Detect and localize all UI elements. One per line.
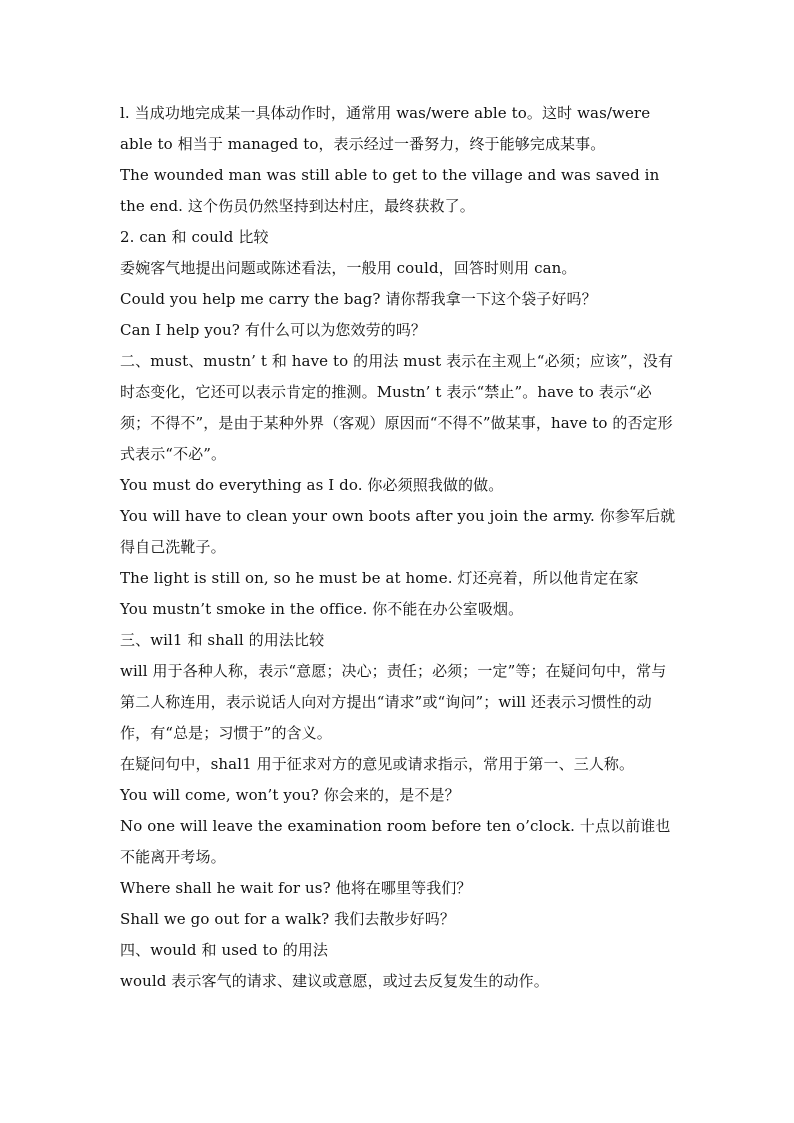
paragraph-shall-example-2: Shall we go out for a walk? 我们去散步好吗？ (120, 910, 455, 928)
heading-would-used-to: 四、would 和 used to 的用法 (120, 941, 328, 959)
paragraph-will-usage: will 用于各种人称，表示“意愿；决心；责任；必须；一定”等；在疑问句中，常与第二人称连用，表示说话人向对方提出“请求”或“询问”；will 还表示习惯性的动作，有“总是；习惯于”的含义。 (120, 662, 667, 742)
paragraph-have-to-example: You will have to clean your own boots after you join the army. 你参军后就得自己洗靴子。 (120, 507, 676, 556)
paragraph-can-example: Can I help you? 有什么可以为您效劳的吗？ (120, 321, 427, 339)
heading-will-shall: 三、wil1 和 shall 的用法比较 (120, 631, 325, 649)
paragraph-mustnt-example: You mustn’t smoke in the office. 你不能在办公室吸烟。 (120, 600, 524, 618)
paragraph-wounded-man-example: The wounded man was still able to get to the village and was saved in the end. 这个伤员仍然坚持到达村庄，最终获救了。 (120, 166, 660, 215)
paragraph-could-example: Could you help me carry the bag? 请你帮我拿一下这个袋子好吗？ (120, 290, 597, 308)
paragraph-must-inference-example: The light is still on, so he must be at home. 灯还亮着，所以他肯定在家 (120, 569, 639, 587)
document-body (120, 98, 680, 997)
paragraph-will-example-2: No one will leave the examination room before ten o’clock. 十点以前谁也不能离开考场。 (120, 817, 671, 866)
heading-must-mustnt-have-to: 二、must、mustn’ t 和 have to 的用法 must 表示在主观上“必须；应该”，没有时态变化，它还可以表示肯定的推测。Mustn’ t 表示“禁止”。have to 表示“必须；不得不”，是由于某种外界（客观）原因而“不得不”做某事，have to 的否定形式表示“不必”。 (120, 352, 674, 463)
heading-can-could: 2. can 和 could 比较 (120, 228, 269, 246)
paragraph-was-were-able-to: l. 当成功地完成某一具体动作时，通常用 was/were able to。这时 was/were able to 相当于 managed to，表示经过一番努力，终于能够完成某事。 (120, 104, 651, 153)
paragraph-would-usage: would 表示客气的请求、建议或意愿，或过去反复发生的动作。 (120, 972, 549, 990)
paragraph-shall-example-1: Where shall he wait for us? 他将在哪里等我们？ (120, 879, 472, 897)
paragraph-will-example-1: You will come, won’t you? 你会来的，是不是？ (120, 786, 460, 804)
paragraph-must-example: You must do everything as I do. 你必须照我做的做。 (120, 476, 504, 494)
paragraph-shall-usage: 在疑问句中，shal1 用于征求对方的意见或请求指示，常用于第一、三人称。 (120, 755, 635, 773)
paragraph-could-polite: 委婉客气地提出问题或陈述看法，一般用 could，回答时则用 can。 (120, 259, 577, 277)
